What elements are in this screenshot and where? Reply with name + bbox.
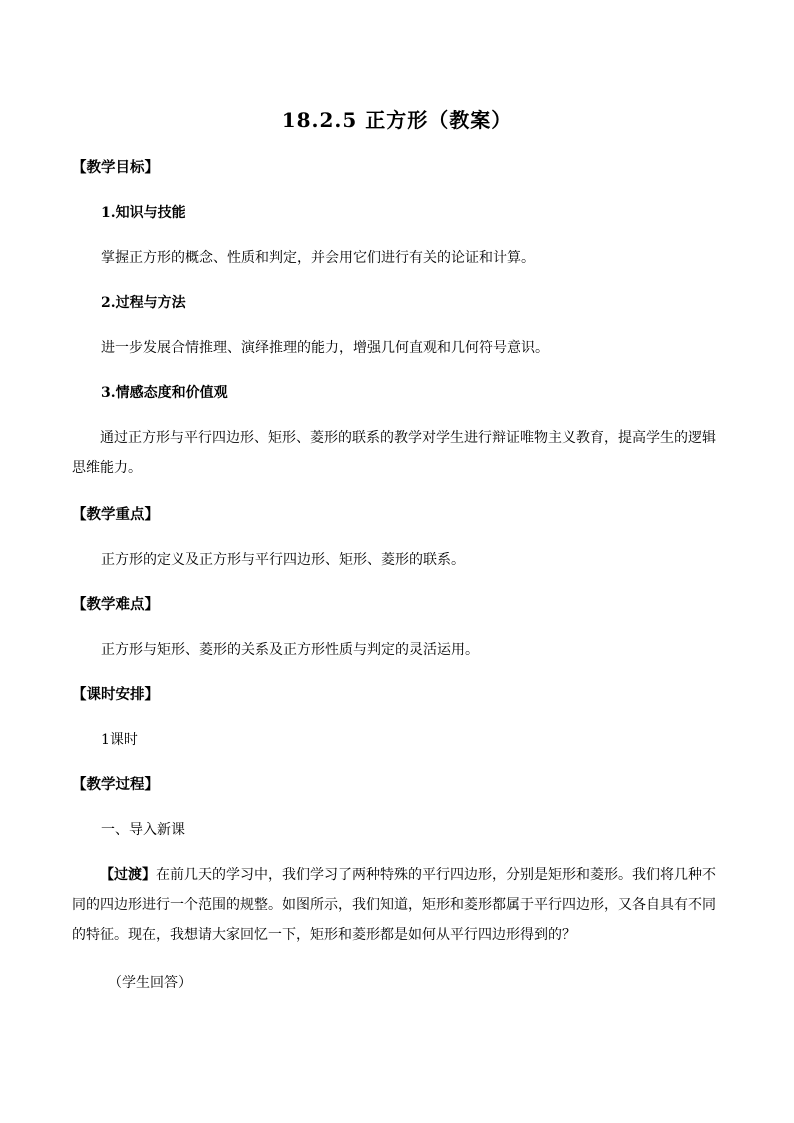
student-answer: （学生回答）: [108, 975, 192, 991]
transition-label: 【过渡】: [100, 867, 156, 883]
transition-text: 在前几天的学习中，我们学习了两种特殊的平行四边形，分别是矩形和菱形。我们将几种不同的四边形进行一个范围的规整。如图所示，我们知道，矩形和菱形都属于平行四边形，又各自具有不同的特征。现在，我想请大家回忆一下，矩形和菱形都是如何从平行四边形得到的？: [72, 867, 716, 943]
document-title: 18.2.5 正方形（教案）: [281, 108, 513, 132]
goal3-heading: 3.情感态度和价值观: [101, 385, 228, 401]
goal2-text: 进一步发展合情推理、演绎推理的能力，增强几何直观和几何符号意识。: [101, 340, 549, 356]
transition-paragraph: [72, 860, 724, 950]
goal1-heading: 1.知识与技能: [101, 205, 186, 221]
goal1-text: 掌握正方形的概念、性质和判定，并会用它们进行有关的论证和计算。: [101, 250, 535, 266]
process-step-1: 一、导入新课: [101, 822, 185, 838]
teaching-goals-heading: 【教学目标】: [72, 159, 159, 176]
schedule-heading: 【课时安排】: [72, 686, 159, 703]
goal3-text: 通过正方形与平行四边形、矩形、菱形的联系的教学对学生进行辩证唯物主义教育，提高学生的逻辑思维能力。: [72, 430, 716, 476]
process-heading: 【教学过程】: [72, 776, 159, 793]
difficult-points-text: 正方形与矩形、菱形的关系及正方形性质与判定的灵活运用。: [101, 642, 479, 658]
key-points-heading: 【教学重点】: [72, 506, 159, 523]
key-points-text: 正方形的定义及正方形与平行四边形、矩形、菱形的联系。: [101, 552, 465, 568]
schedule-text: 1课时: [101, 732, 138, 748]
goal2-heading: 2.过程与方法: [101, 295, 186, 311]
difficult-points-heading: 【教学难点】: [72, 596, 159, 613]
